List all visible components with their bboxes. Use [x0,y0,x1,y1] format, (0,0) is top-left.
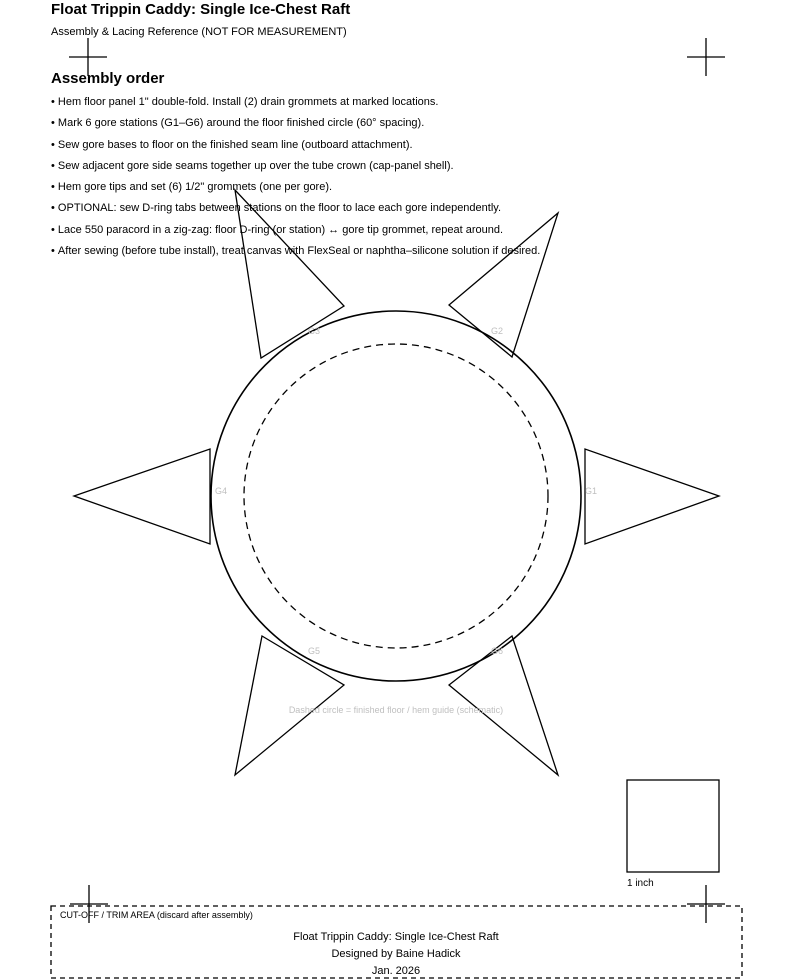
assembly-step: • Hem gore tips and set (6) 1/2" grommets (one per gore). [51,181,541,195]
assembly-step: • After sewing (before tube install), treat canvas with FlexSeal or naphtha–silicone solution if desired. [51,245,541,259]
gore-label-g3: G3 [308,326,321,336]
tube-outer-circle [211,311,581,681]
trim-area-label: CUT-OFF / TRIM AREA (discard after assembly) [60,910,253,920]
crosshair-top-right [687,38,725,76]
gore-triangle-g1 [585,449,719,544]
assembly-step: • Sew gore bases to floor on the finished seam line (outboard attachment). [51,139,541,153]
page-title: Float Trippin Caddy: Single Ice-Chest Raft [51,1,351,18]
gore-triangle-g3 [235,190,344,358]
gore-label-g4: G4 [215,486,228,496]
gore-label-g2: G2 [491,326,504,336]
assembly-heading: Assembly order [51,70,165,87]
gore-triangle-g4 [74,449,210,544]
assembly-step: • Mark 6 gore stations (G1–G6) around the floor finished circle (60° spacing). [51,117,541,131]
assembly-step: • Lace 550 paracord in a zig-zag: floor D-ring (or station) ↔ gore tip grommet, repeat around. [51,224,541,238]
footer-date: Jan. 2026 [371,965,421,977]
crosshair-bottom-right [687,885,725,923]
footer-designer: Designed by Baine Hadick [331,948,461,960]
assembly-step: • OPTIONAL: sew D-ring tabs between stations on the floor to lace each gore independently. [51,202,541,216]
finished-floor-dashed-circle [244,344,548,648]
gore-label-g1: G1 [585,486,598,496]
gore-label-g5: G5 [308,646,321,656]
scale-square [627,780,719,872]
assembly-step: • Sew adjacent gore side seams together up over the tube crown (cap-panel shell). [51,160,541,174]
scale-label: 1 inch [627,878,654,889]
diagram-caption: Dashed circle = finished floor / hem guide (schematic) [288,705,504,715]
gore-label-g6: G6 [491,646,504,656]
crosshair-top-left [69,38,107,76]
gore-triangle-g2 [449,213,558,357]
assembly-step: • Hem floor panel 1" double-fold. Install (2) drain grommets at marked locations. [51,96,541,110]
page-subtitle: Assembly & Lacing Reference (NOT FOR MEASUREMENT) [51,26,347,38]
footer-title: Float Trippin Caddy: Single Ice-Chest Raft [293,931,499,943]
